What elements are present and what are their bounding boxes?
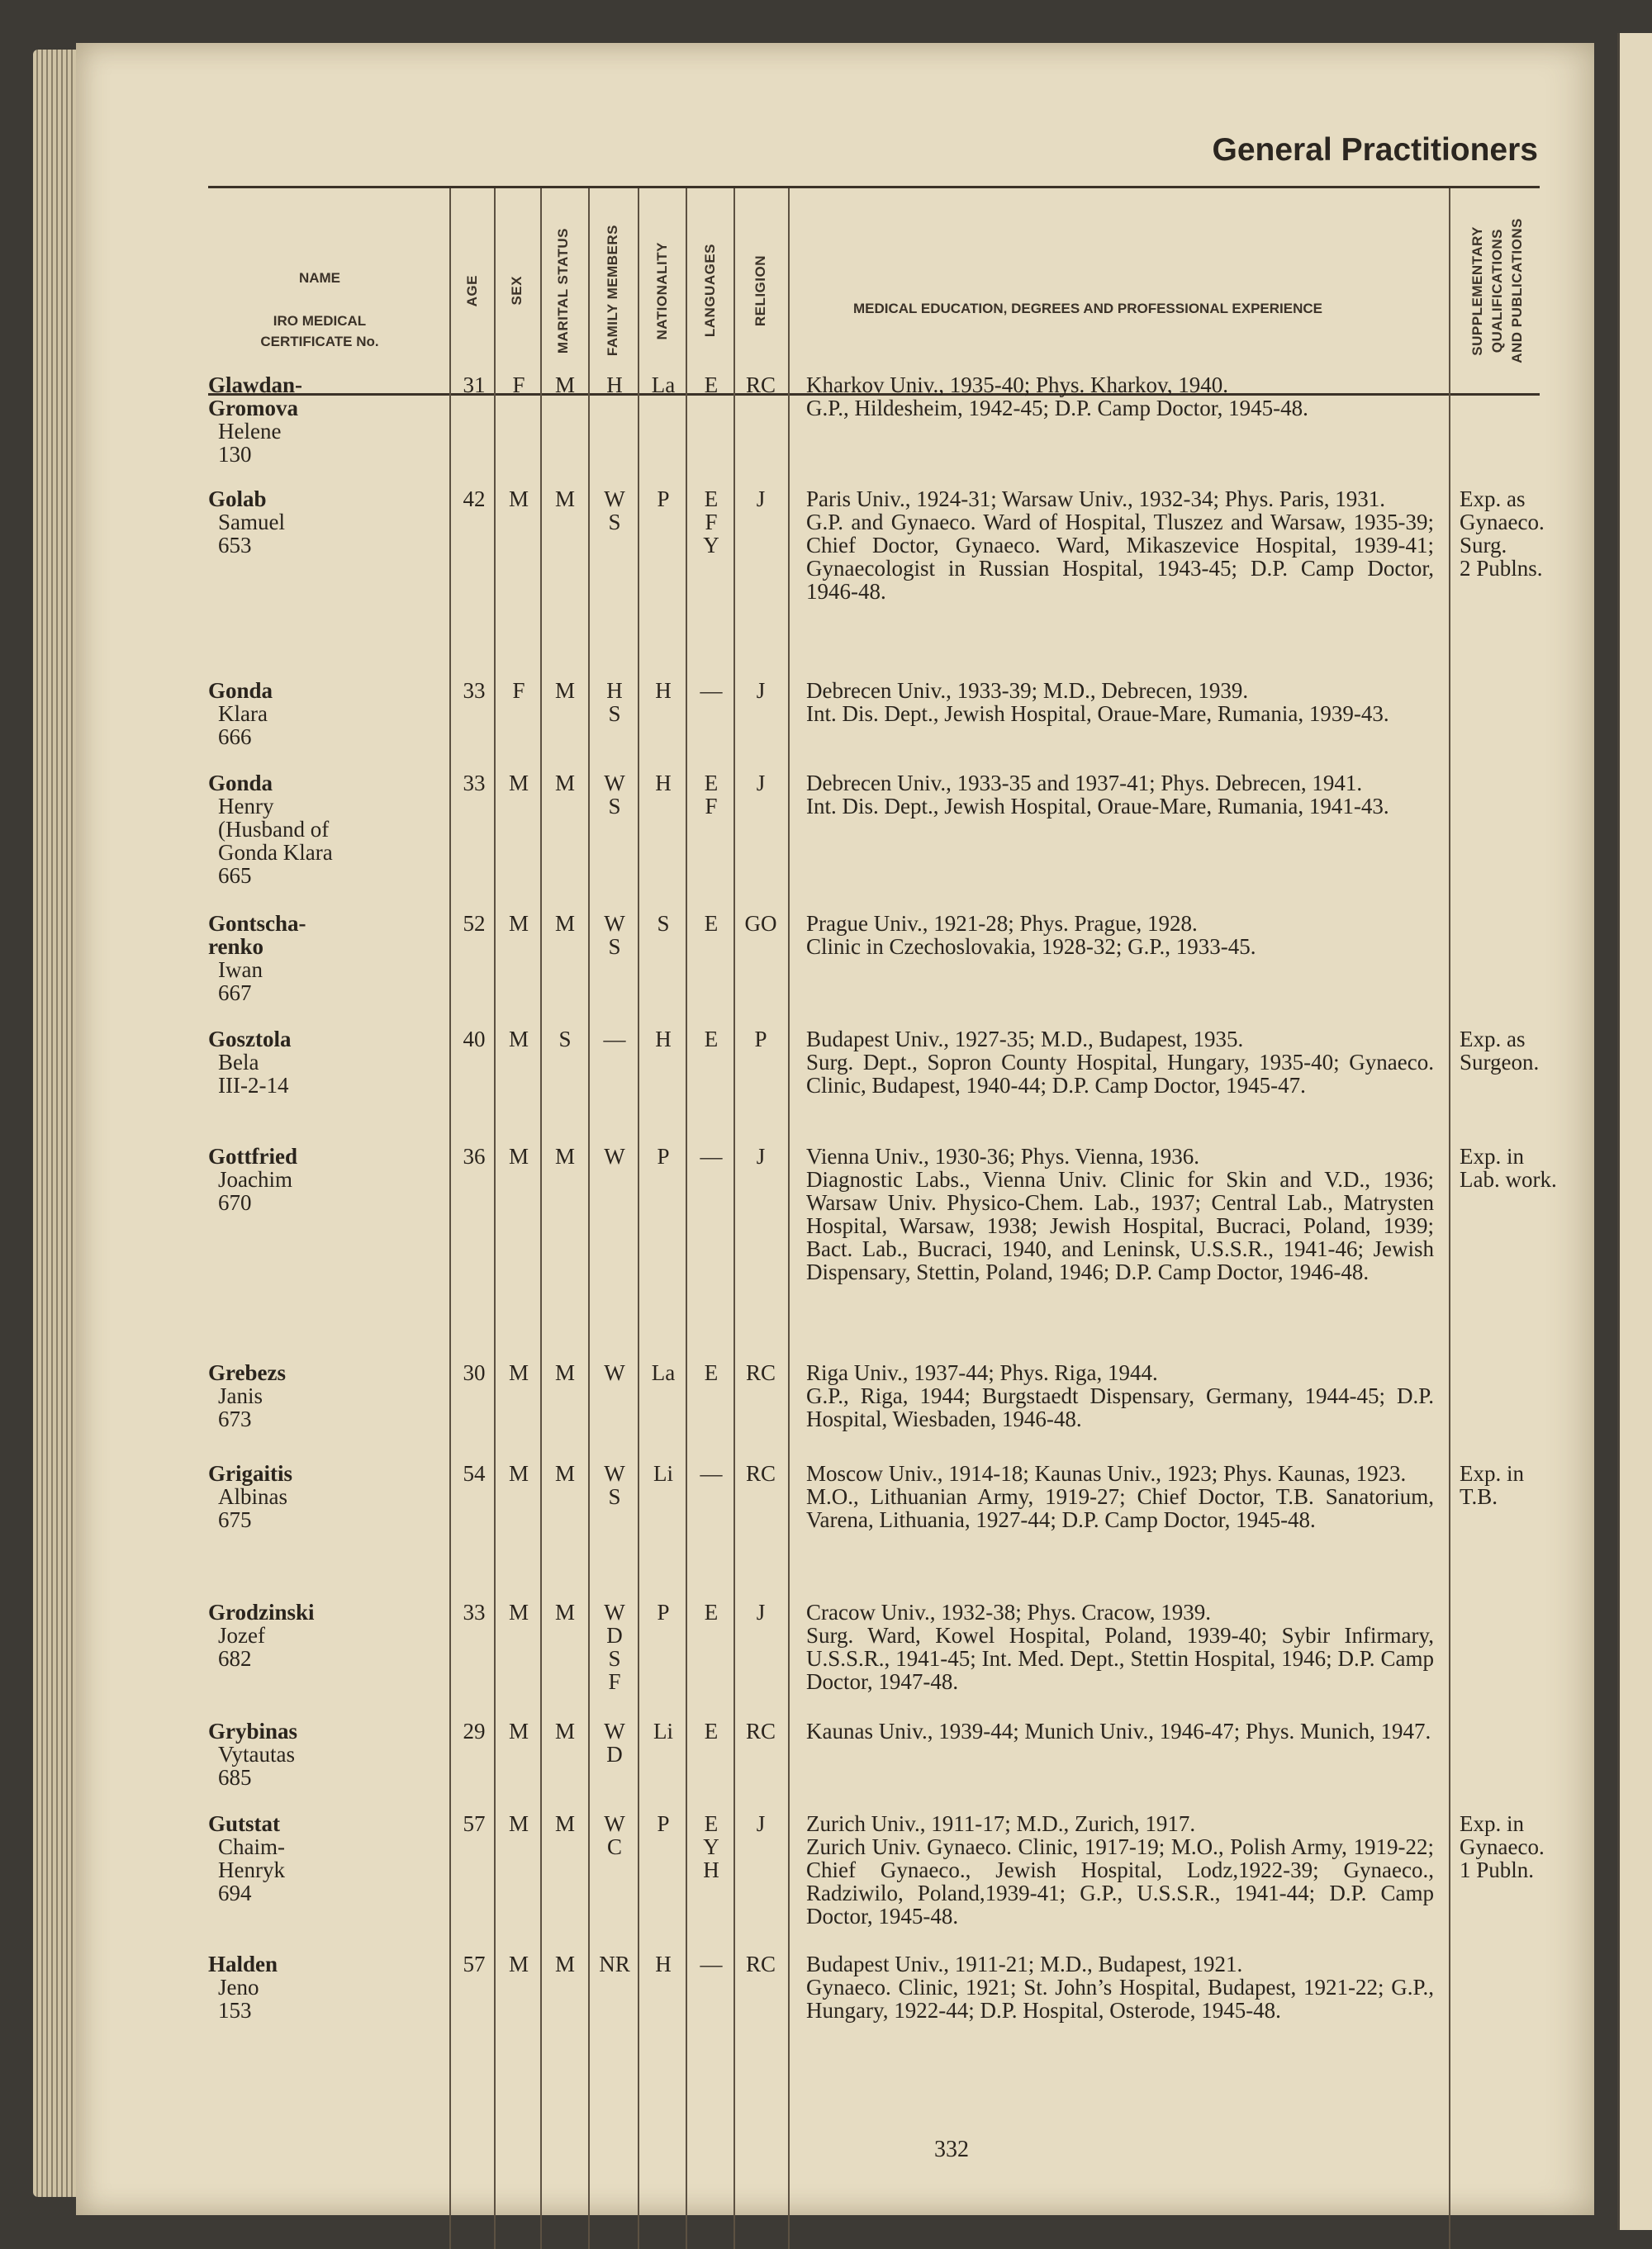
languages-cell (686, 373, 737, 396)
education-paragraph: Budapest Univ., 1927-35; M.D., Budapest, 1935. (806, 1027, 1244, 1051)
age-cell: 54 (463, 1461, 486, 1486)
column-header-name (216, 268, 423, 332)
family-code: W (604, 911, 625, 936)
marital-cell: M (554, 771, 575, 795)
marital-cell: M (554, 486, 575, 511)
column-header-family: FAMILY MEMBERS (605, 225, 620, 357)
family-code: — (603, 1027, 626, 1051)
language-code: E (704, 1360, 719, 1385)
given-name: Henryk (218, 1858, 285, 1882)
column-divider (1449, 188, 1450, 2249)
family-cell (590, 679, 639, 725)
certificate-number: 682 (218, 1646, 252, 1671)
column-header-age: AGE (464, 274, 480, 307)
surname: Glawdan- (208, 372, 303, 397)
education-cell (806, 679, 1434, 725)
name-cell (208, 1720, 456, 1789)
sex-cell: M (508, 771, 529, 795)
family-code: W (604, 1461, 625, 1486)
supplementary-cell (1460, 1027, 1575, 1074)
family-code: W (604, 1811, 625, 1836)
family-code: W (604, 486, 625, 511)
family-cell (590, 771, 639, 818)
certificate-number: 665 (218, 863, 252, 888)
sex-cell: M (508, 1719, 529, 1744)
family-code: W (604, 771, 625, 795)
education-paragraph: G.P., Riga, 1944; Burgstaedt Dispensary, Germany, 1944-45; D.P. Hospital, Wiesbaden, 1946-48. (806, 1383, 1434, 1431)
supplementary-line: Exp. in (1460, 1811, 1524, 1836)
language-code: — (700, 1952, 723, 1976)
name-cell (208, 1361, 456, 1431)
surname: Golab (208, 486, 267, 511)
family-cell (590, 1952, 639, 1976)
education-paragraph: M.O., Lithuanian Army, 1919-27; Chief Doctor, T.B. Sanatorium, Varena, Lithuania, 1927-44; D.P. Camp Doctor, 1945-48. (806, 1484, 1434, 1532)
education-paragraph: Debrecen Univ., 1933-39; M.D., Debrecen, 1939. (806, 678, 1249, 703)
family-cell (590, 1720, 639, 1766)
marital-cell: M (554, 1811, 575, 1836)
languages-cell (686, 1720, 737, 1743)
sex-cell: M (508, 1360, 529, 1385)
name-cell (208, 1812, 456, 1905)
education-cell (806, 1462, 1434, 1531)
education-paragraph: Surg. Dept., Sopron County Hospital, Hungary, 1935-40; Gynaeco. Clinic, Budapest, 1940-44; D.P. Camp Doctor, 1945-47. (806, 1050, 1434, 1098)
name-cell (208, 912, 456, 1004)
certificate-number: 694 (218, 1881, 252, 1905)
family-cell (590, 373, 639, 396)
family-cell (590, 487, 639, 534)
name-cell (208, 1601, 456, 1670)
family-code: W (604, 1600, 625, 1625)
name-cell (208, 1027, 456, 1097)
nationality-cell: P (657, 1144, 670, 1169)
supplementary-line: T.B. (1460, 1484, 1498, 1509)
nationality-cell: P (657, 1811, 670, 1836)
language-code: E (704, 1600, 719, 1625)
age-cell: 29 (463, 1719, 486, 1744)
surname: Gutstat (208, 1811, 280, 1836)
education-paragraph: Paris Univ., 1924-31; Warsaw Univ., 1932-34; Phys. Paris, 1931. (806, 486, 1386, 511)
surname: Halden (208, 1952, 278, 1976)
religion-cell: P (754, 1027, 767, 1051)
education-paragraph: Cracow Univ., 1932-38; Phys. Cracow, 1939. (806, 1600, 1211, 1625)
given-name: Chaim- (218, 1834, 285, 1859)
sex-cell: M (508, 1600, 529, 1625)
surname: Grodzinski (208, 1600, 315, 1625)
nationality-cell: Li (653, 1719, 673, 1744)
language-code: E (704, 771, 719, 795)
marital-cell: M (554, 372, 575, 397)
education-paragraph: Kaunas Univ., 1939-44; Munich Univ., 1946-47; Phys. Munich, 1947. (806, 1719, 1431, 1744)
certificate-number: 666 (218, 724, 252, 749)
education-paragraph: Kharkov Univ., 1935-40; Phys. Kharkov, 1940. (806, 372, 1228, 397)
marital-cell: M (554, 1600, 575, 1625)
marital-cell: M (554, 678, 575, 703)
given-name: Janis (218, 1383, 263, 1408)
language-code: H (703, 1858, 719, 1882)
name-cell (208, 679, 456, 748)
certificate-number: 130 (218, 442, 252, 467)
column-header-marital: MARITAL STATUS (555, 227, 571, 354)
page-number: 332 (934, 2137, 969, 2162)
given-name: Vytautas (218, 1742, 295, 1767)
nationality-cell: H (655, 1952, 672, 1976)
marital-cell: M (554, 1144, 575, 1169)
family-code: S (608, 794, 621, 818)
sex-cell: F (512, 678, 525, 703)
education-paragraph: Vienna Univ., 1930-36; Phys. Vienna, 1936. (806, 1144, 1199, 1169)
surname: Gottfried (208, 1144, 297, 1169)
age-cell: 40 (463, 1027, 486, 1051)
education-cell (806, 1952, 1434, 2022)
nationality-cell: S (657, 911, 670, 936)
surname: Gosztola (208, 1027, 292, 1051)
certificate-number: 653 (218, 533, 252, 558)
sex-cell: M (508, 911, 529, 936)
age-cell: 57 (463, 1952, 486, 1976)
family-cell (590, 1145, 639, 1168)
family-cell (590, 1462, 639, 1508)
language-code: Y (703, 1834, 719, 1859)
language-code: — (700, 1461, 723, 1486)
nationality-cell: P (657, 486, 670, 511)
family-cell (590, 1812, 639, 1858)
given-name: Albinas (218, 1484, 287, 1509)
age-cell: 33 (463, 678, 486, 703)
nationality-cell: La (651, 372, 676, 397)
education-paragraph: G.P. and Gynaeco. Ward of Hospital, Tluszez and Warsaw, 1935-39; Chief Doctor, Gynaeco. Ward, Mikaszevice Hospital, 1939-41; Gynaecologist in Russian Hospital, 1943-45; D.P. Camp Doctor, 1946-48. (806, 510, 1434, 604)
given-name: Iwan (218, 957, 263, 982)
facing-page-edge (1617, 33, 1652, 2230)
column-header-nationality: NATIONALITY (654, 241, 670, 340)
education-paragraph: Clinic in Czechoslovakia, 1928-32; G.P., 1933-45. (806, 934, 1256, 959)
column-header-name-line: IRO MEDICAL (273, 313, 367, 329)
education-paragraph: Gynaeco. Clinic, 1921; St. John’s Hospital, Budapest, 1921-22; G.P., Hungary, 1922-44; D.P. Hospital, Osterode, 1945-48. (806, 1975, 1434, 2023)
family-code: NR (599, 1952, 630, 1976)
languages-cell (686, 679, 737, 702)
family-code: D (606, 1742, 623, 1767)
languages-cell (686, 1145, 737, 1168)
marital-cell: M (554, 1461, 575, 1486)
language-code: Y (703, 533, 719, 558)
name-cell (208, 373, 456, 466)
education-paragraph: Zurich Univ., 1911-17; M.D., Zurich, 1917. (806, 1811, 1196, 1836)
family-code: C (606, 1834, 622, 1859)
supplementary-line: Exp. in (1460, 1461, 1524, 1486)
column-header-education: MEDICAL EDUCATION, DEGREES AND PROFESSIONAL EXPERIENCE (853, 301, 1322, 316)
given-name: Klara (218, 701, 268, 726)
supplementary-cell (1460, 1145, 1575, 1191)
given-name: Jozef (218, 1623, 265, 1648)
family-cell (590, 912, 639, 958)
education-paragraph: G.P., Hildesheim, 1942-45; D.P. Camp Doctor, 1945-48. (806, 396, 1308, 420)
sex-cell: M (508, 486, 529, 511)
name-cell (208, 1145, 456, 1214)
family-code: H (606, 372, 623, 397)
religion-cell: J (756, 1811, 766, 1836)
page-title: General Practitioners (1212, 132, 1538, 168)
name-cell (208, 771, 456, 887)
religion-cell: J (756, 1144, 766, 1169)
languages-cell (686, 487, 737, 557)
education-cell (806, 1812, 1434, 1928)
certificate-number: 153 (218, 1998, 252, 2023)
marital-cell: S (558, 1027, 572, 1051)
language-code: E (704, 486, 719, 511)
nationality-cell: H (655, 771, 672, 795)
surname: Gromova (208, 396, 298, 420)
family-code: S (608, 934, 621, 959)
surname: Gontscha- (208, 911, 306, 936)
surname: Grybinas (208, 1719, 298, 1744)
education-paragraph: Diagnostic Labs., Vienna Univ. Clinic for Skin and V.D., 1936; Warsaw Univ. Physico-Chem. Lab., 1937; Central Lab., Matrysten Hospital, Warsaw, 1938; Jewish Hospital, Bucraci, Poland, 1939; Bact. Lab., Bucraci, 1940, and Leninsk, U.S.S.R., 1941-46; Jewish Dispensary, Stettin, Poland, 1946; D.P. Camp Doctor, 1946-48. (806, 1167, 1434, 1284)
family-code: S (608, 1646, 621, 1671)
languages-cell (686, 1361, 737, 1384)
supplementary-line: Surgeon. (1460, 1050, 1540, 1075)
age-cell: 52 (463, 911, 486, 936)
education-cell (806, 373, 1434, 420)
language-code: E (704, 372, 719, 397)
marital-cell: M (554, 911, 575, 936)
given-name: Joachim (218, 1167, 292, 1192)
marital-cell: M (554, 1719, 575, 1744)
certificate-number: 675 (218, 1507, 252, 1532)
nationality-cell: H (655, 678, 672, 703)
age-cell: 33 (463, 771, 486, 795)
certificate-number: 673 (218, 1407, 252, 1431)
languages-cell (686, 912, 737, 935)
supplementary-line: Lab. work. (1460, 1167, 1557, 1192)
age-cell: 30 (463, 1360, 486, 1385)
marital-cell: M (554, 1360, 575, 1385)
column-header-cert: CERTIFICATE No. (260, 334, 379, 349)
languages-cell (686, 1601, 737, 1624)
languages-cell (686, 1952, 737, 1976)
age-cell: 57 (463, 1811, 486, 1836)
family-code: S (608, 701, 621, 726)
column-divider (788, 188, 790, 2249)
certificate-number: III-2-14 (218, 1073, 289, 1098)
family-code: H (606, 678, 623, 703)
supplementary-cell (1460, 1812, 1575, 1881)
nationality-cell: P (657, 1600, 670, 1625)
religion-cell: J (756, 678, 766, 703)
language-code: F (705, 510, 718, 534)
supplementary-line: 1 Publn. (1460, 1858, 1535, 1882)
family-code: S (608, 1484, 621, 1509)
column-header-sex: SEX (509, 276, 525, 306)
religion-cell: RC (745, 1461, 776, 1486)
family-code: D (606, 1623, 623, 1648)
marital-cell: M (554, 1952, 575, 1976)
religion-cell: RC (745, 372, 776, 397)
supplementary-cell (1460, 487, 1575, 580)
surname: Grebezs (208, 1360, 286, 1385)
given-name: Bela (218, 1050, 259, 1075)
education-cell (806, 1145, 1434, 1283)
religion-cell: RC (745, 1952, 776, 1976)
family-cell (590, 1361, 639, 1384)
sex-cell: M (508, 1027, 529, 1051)
education-paragraph: Debrecen Univ., 1933-35 and 1937-41; Phys. Debrecen, 1941. (806, 771, 1363, 795)
age-cell: 33 (463, 1600, 486, 1625)
given-name: Gonda Klara (218, 840, 333, 865)
family-code: F (608, 1669, 621, 1694)
column-header-name-line: NAME (298, 270, 341, 286)
page-content (76, 43, 1594, 2215)
family-code: W (604, 1144, 625, 1169)
sex-cell: M (508, 1811, 529, 1836)
certificate-number: 667 (218, 980, 252, 1005)
supplementary-cell (1460, 1462, 1575, 1508)
age-cell: 36 (463, 1144, 486, 1169)
surname: Grigaitis (208, 1461, 292, 1486)
sex-cell: F (512, 372, 525, 397)
education-cell (806, 487, 1434, 603)
family-cell (590, 1601, 639, 1693)
family-code: W (604, 1719, 625, 1744)
religion-cell: J (756, 1600, 766, 1625)
given-name: Helene (218, 419, 282, 444)
given-name: Henry (218, 794, 274, 818)
languages-cell (686, 771, 737, 818)
nationality-cell: H (655, 1027, 672, 1051)
languages-cell (686, 1462, 737, 1485)
age-cell: 42 (463, 486, 486, 511)
sex-cell: M (508, 1144, 529, 1169)
languages-cell (686, 1027, 737, 1051)
supplementary-line: Surg. (1460, 533, 1507, 558)
education-paragraph: Int. Dis. Dept., Jewish Hospital, Oraue-Mare, Rumania, 1939-43. (806, 701, 1389, 726)
family-code: W (604, 1360, 625, 1385)
nationality-cell: Li (653, 1461, 673, 1486)
education-cell (806, 1720, 1434, 1743)
education-cell (806, 912, 1434, 958)
education-paragraph: Moscow Univ., 1914-18; Kaunas Univ., 1923; Phys. Kaunas, 1923. (806, 1461, 1407, 1486)
supplementary-line: Exp. as (1460, 486, 1526, 511)
family-code: S (608, 510, 621, 534)
supplementary-line: Gynaeco. (1460, 510, 1545, 534)
education-paragraph: Budapest Univ., 1911-21; M.D., Budapest, 1921. (806, 1952, 1243, 1976)
column-header-supplementary: SUPPLEMENTARY QUALIFICATIONS AND PUBLICATIONS (1469, 218, 1525, 363)
given-name: Samuel (218, 510, 285, 534)
column-header-languages: LANGUAGES (702, 244, 718, 338)
surname: Gonda (208, 678, 273, 703)
education-cell (806, 771, 1434, 818)
sex-cell: M (508, 1952, 529, 1976)
supplementary-line: Gynaeco. (1460, 1834, 1545, 1859)
religion-cell: J (756, 486, 766, 511)
nationality-cell: La (651, 1360, 676, 1385)
surname: Gonda (208, 771, 273, 795)
language-code: E (704, 911, 719, 936)
languages-cell (686, 1812, 737, 1881)
education-paragraph: Zurich Univ. Gynaeco. Clinic, 1917-19; M.O., Polish Army, 1919-22; Chief Gynaeco., Jewish Hospital, Lodz,1922-39; Gynaeco., Radziwilo, Poland,1939-41; G.P., U.S.S.R., 1941-44; D.P. Camp Doctor, 1945-48. (806, 1834, 1434, 1929)
language-code: F (705, 794, 718, 818)
surname: renko (208, 934, 264, 959)
supplementary-line: Exp. as (1460, 1027, 1526, 1051)
language-code: E (704, 1719, 719, 1744)
family-cell (590, 1027, 639, 1051)
education-paragraph: Int. Dis. Dept., Jewish Hospital, Oraue-Mare, Rumania, 1941-43. (806, 794, 1389, 818)
education-cell (806, 1601, 1434, 1693)
supplementary-line: Exp. in (1460, 1144, 1524, 1169)
name-cell (208, 1462, 456, 1531)
column-header-religion: RELIGION (752, 254, 768, 327)
education-paragraph: Riga Univ., 1937-44; Phys. Riga, 1944. (806, 1360, 1158, 1385)
name-cell (208, 1952, 456, 2022)
language-code: — (700, 678, 723, 703)
supplementary-line: 2 Publns. (1460, 556, 1543, 581)
header-rule-top (208, 186, 1540, 188)
sex-cell: M (508, 1461, 529, 1486)
religion-cell: GO (744, 911, 777, 936)
age-cell: 31 (463, 372, 486, 397)
language-code: — (700, 1144, 723, 1169)
education-cell (806, 1361, 1434, 1431)
certificate-number: 685 (218, 1765, 252, 1790)
given-name: (Husband of (218, 817, 330, 842)
language-code: E (704, 1811, 719, 1836)
book-page (76, 43, 1594, 2215)
religion-cell: RC (745, 1719, 776, 1744)
religion-cell: RC (745, 1360, 776, 1385)
certificate-number: 670 (218, 1190, 252, 1215)
education-paragraph: Prague Univ., 1921-28; Phys. Prague, 1928. (806, 911, 1198, 936)
religion-cell: J (756, 771, 766, 795)
education-cell (806, 1027, 1434, 1097)
education-paragraph: Surg. Ward, Kowel Hospital, Poland, 1939-40; Sybir Infirmary, U.S.S.R., 1941-45; Int. Med. Dept., Stettin Hospital, 1946; D.P. Camp Doctor, 1947-48. (806, 1623, 1434, 1694)
language-code: E (704, 1027, 719, 1051)
name-cell (208, 487, 456, 557)
given-name: Jeno (218, 1975, 259, 2000)
